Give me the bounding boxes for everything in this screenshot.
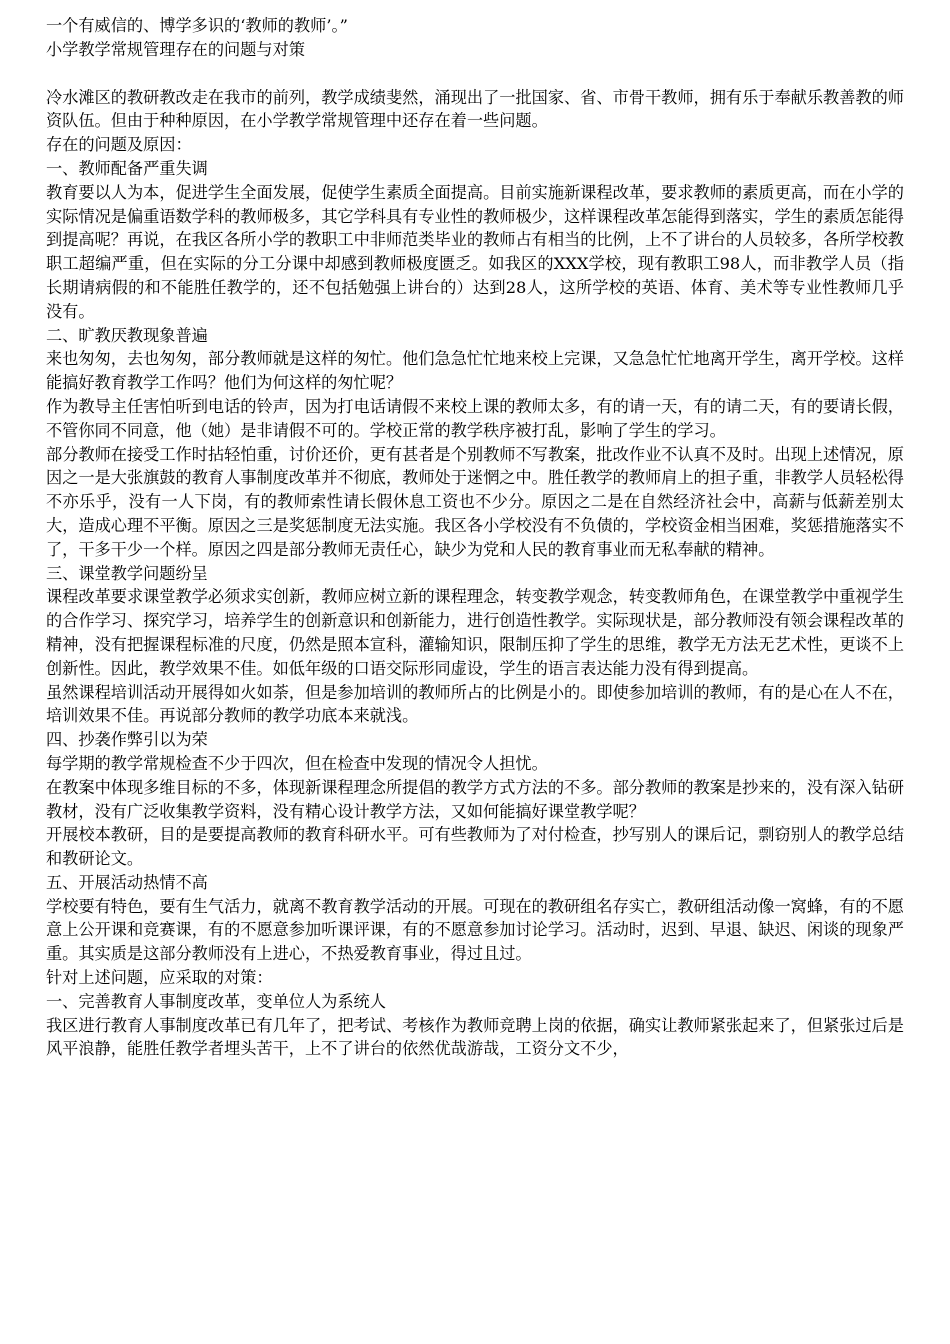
body-paragraph: 教育要以人为本，促进学生全面发展，促使学生素质全面提高。目前实施新课程改革，要求教师的素质更高，而在小学的实际情况是偏重语数学科的教师极多，其它学科具有专业性的教师极少，这样课程改革怎能得到落实，学生的素质怎能得到提高呢？再说，在我区各所小学的教职工中非师范类毕业的教师占有相当的比例，上不了讲台的人员较多，各所学校教职工超编严重，但在实际的分工分课中却感到教师极度匮乏。如我区的XXX学校，现有教职工98人，而非教学人员（指长期请病假的和不能胜任教学的，还不包括勉强上讲台的）达到28人，这所学校的英语、体育、美术等专业性教师几乎没有。 bbox=[46, 182, 904, 321]
heading-problem-2: 二、旷教厌教现象普遍 bbox=[46, 325, 208, 345]
body-paragraph: 作为教导主任害怕听到电话的铃声，因为打电话请假不来校上课的教师太多，有的请一天，有的请二天，有的要请长假，不管你同不同意，他（她）是非请假不可的。学校正常的教学秩序被打乱，影响了学生的学习。 bbox=[46, 396, 904, 440]
body-paragraph: 来也匆匆，去也匆匆，部分教师就是这样的匆忙。他们急急忙忙地来校上完课，又急急忙忙地离开学生，离开学校。这样能搞好教育教学工作吗？他们为何这样的匆忙呢？ bbox=[46, 349, 904, 393]
heading-problem-5: 五、开展活动热情不高 bbox=[46, 872, 208, 892]
body-paragraph: 虽然课程培训活动开展得如火如荼，但是参加培训的教师所占的比例是小的。即使参加培训的教师，有的是心在人不在，培训效果不佳。再说部分教师的教学功底本来就浅。 bbox=[46, 682, 904, 726]
body-paragraph: 学校要有特色，要有生气活力，就离不教育教学活动的开展。可现在的教研组名存实亡，教研组活动像一窝蜂，有的不愿意上公开课和竞赛课，有的不愿意参加听课评课，有的不愿意参加讨论学习。活动时，迟到、早退、缺迟、闲谈的现象严重。其实质是这部分教师没有上进心，不热爱教育事业，得过且过。 bbox=[46, 896, 904, 964]
body-paragraph: 部分教师在接受工作时拈轻怕重，讨价还价，更有甚者是个别教师不写教案，批改作业不认真不及时。出现上述情况，原因之一是大张旗鼓的教育人事制度改革并不彻底，教师处于迷惘之中。胜任教学的教师肩上的担子重，非教学人员轻松得不亦乐乎，没有一人下岗，有的教师索性请长假休息工资也不少分。原因之二是在自然经济社会中，高薪与低薪差别太大，造成心理不平衡。原因之三是奖惩制度无法实施。我区各小学校没有不负债的，学校资金相当困难，奖惩措施落实不了，干多干少一个样。原因之四是部分教师无责任心，缺少为党和人民的教育事业而无私奉献的精神。 bbox=[46, 444, 904, 559]
section-heading-problems: 存在的问题及原因： bbox=[46, 135, 192, 155]
quote-ending-line: 一个有威信的、博学多识的‘教师的教师’。” bbox=[46, 16, 348, 35]
intro-paragraph: 冷水滩区的教研教改走在我市的前列，教学成绩斐然，涌现出了一批国家、省、市骨干教师，拥有乐于奉献乐教善教的师资队伍。但由于种种原因，在小学教学常规管理中还存在着一些问题。 bbox=[46, 87, 904, 131]
section-heading-countermeasures: 针对上述问题，应采取的对策： bbox=[46, 968, 273, 988]
body-paragraph: 课程改革要求课堂教学必须求实创新，教师应树立新的课程理念，转变教学观念，转变教师角色，在课堂教学中重视学生的合作学习、探究学习，培养学生的创新意识和创新能力，进行创造性教学。实际现状是，部分教师没有领会课程改革的精神，没有把握课程标准的尺度，仍然是照本宣科，灌输知识，限制压抑了学生的思维，教学无方法无艺术性，更谈不上创新性。因此，教学效果不佳。如低年级的口语交际形同虚设，学生的语言表达能力没有得到提高。 bbox=[46, 587, 904, 678]
body-paragraph: 开展校本教研，目的是要提高教师的教育科研水平。可有些教师为了对付检查，抄写别人的课后记，剽窃别人的教学总结和教研论文。 bbox=[46, 825, 904, 869]
heading-problem-1: 一、教师配备严重失调 bbox=[46, 158, 208, 178]
heading-problem-4: 四、抄袭作弊引以为荣 bbox=[46, 730, 208, 750]
heading-countermeasure-1: 一、完善教育人事制度改革，变单位人为系统人 bbox=[46, 991, 386, 1011]
heading-problem-3: 三、课堂教学问题纷呈 bbox=[46, 563, 208, 583]
document-title: 小学教学常规管理存在的问题与对策 bbox=[46, 39, 305, 59]
body-paragraph: 在教案中体现多维目标的不多，体现新课程理念所提倡的教学方式方法的不多。部分教师的教案是抄来的，没有深入钻研教材，没有广泛收集教学资料，没有精心设计教学方法，又如何能搞好课堂教学呢？ bbox=[46, 777, 904, 821]
body-paragraph: 每学期的教学常规检查不少于四次，但在检查中发现的情况令人担忧。 bbox=[46, 753, 548, 773]
body-paragraph: 我区进行教育人事制度改革已有几年了，把考试、考核作为教师竞聘上岗的依据，确实让教师紧张起来了，但紧张过后是风平浪静，能胜任教学者埋头苦干，上不了讲台的依然优哉游哉，工资分文不少， bbox=[46, 1015, 904, 1059]
blank-line bbox=[46, 62, 904, 86]
